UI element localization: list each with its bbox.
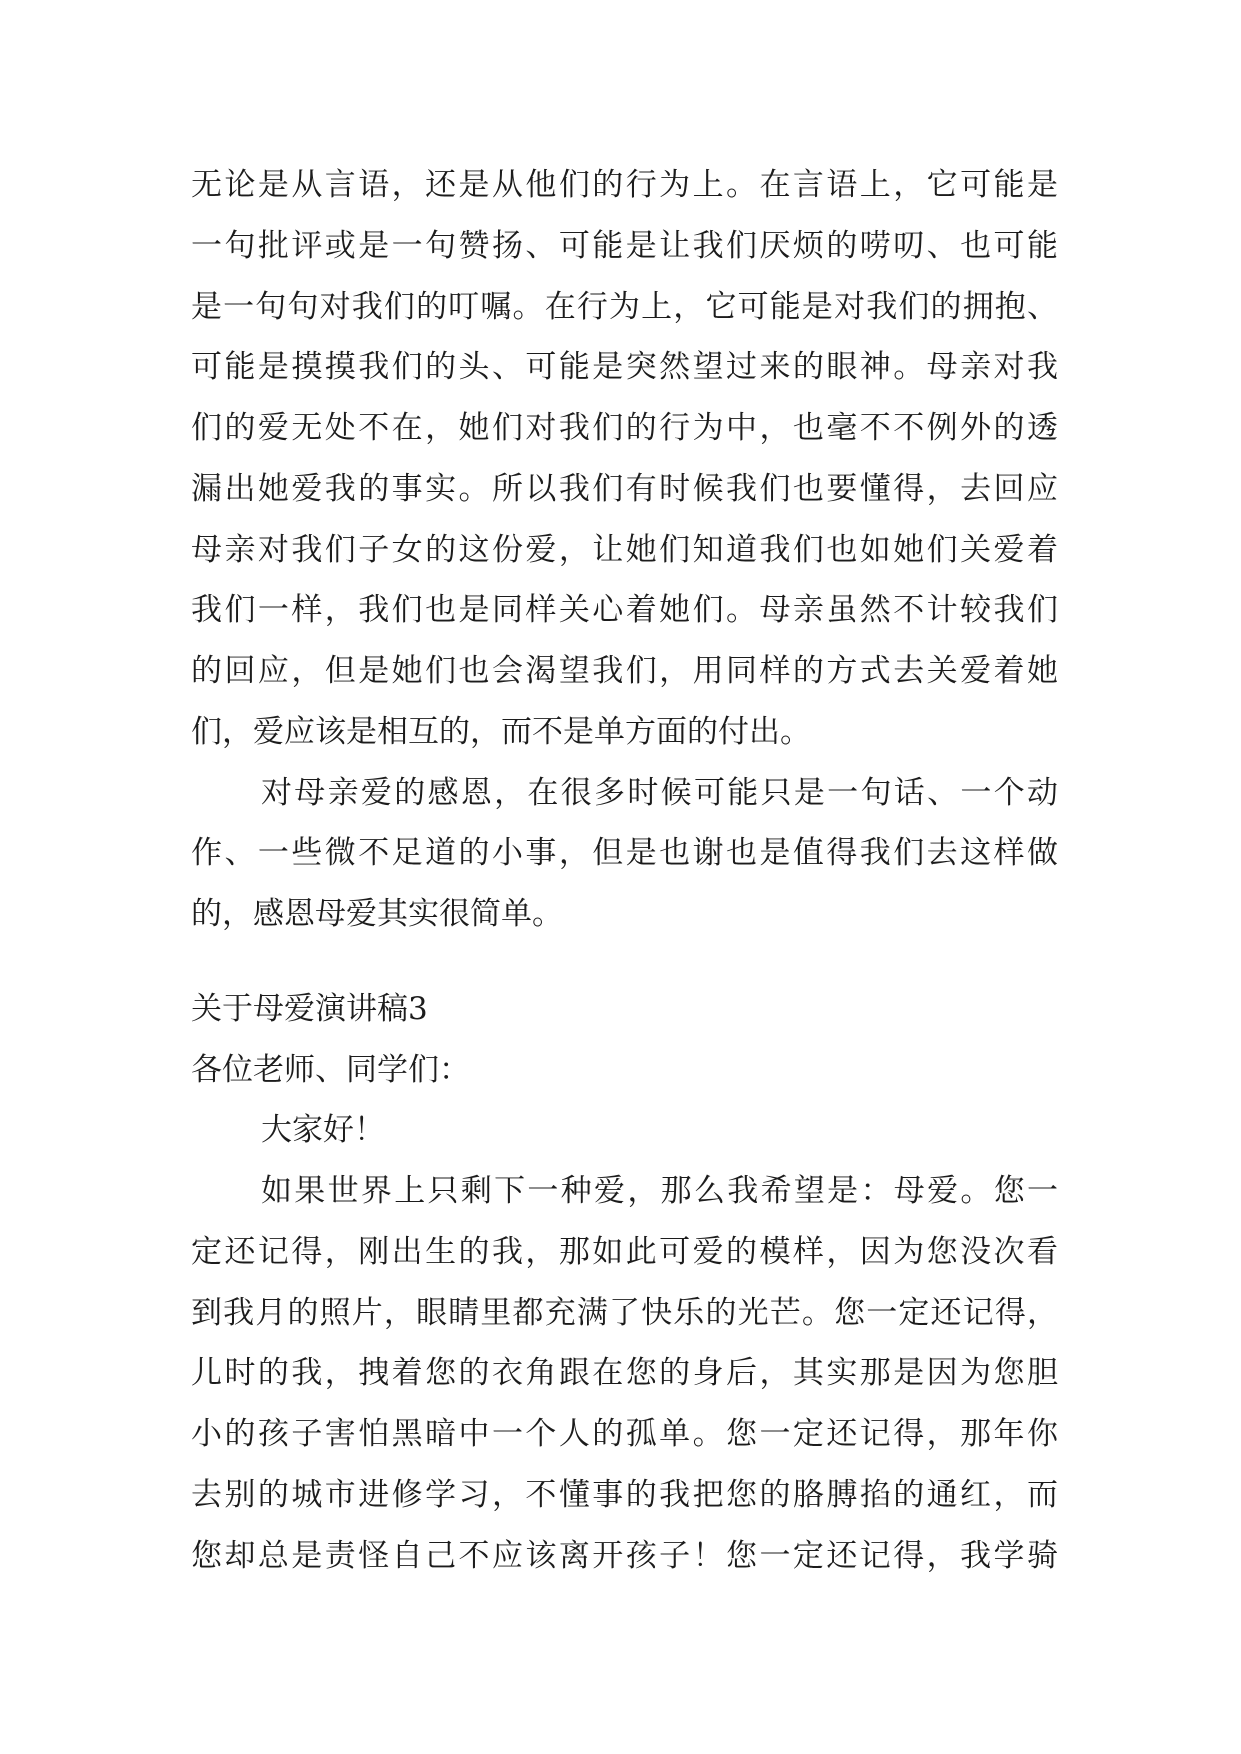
text-line: 的回应，但是她们也会渴望我们，用同样的方式去关爱着她 bbox=[191, 653, 1058, 689]
paragraph bbox=[191, 1100, 1058, 1161]
speech-section bbox=[191, 979, 1058, 1587]
paragraph bbox=[191, 763, 1058, 945]
text-line: 母亲对我们子女的这份爱，让她们知道我们也如她们关爱着 bbox=[191, 531, 1058, 568]
speech-title: 关于母爱演讲稿3 bbox=[191, 990, 428, 1027]
salutation: 各位老师、同学们： bbox=[191, 1051, 470, 1088]
text-line: 作、一些微不足道的小事，但是也谢也是值得我们去这样做 bbox=[191, 835, 1058, 872]
text-line: 们的爱无处不在，她们对我们的行为中，也毫不不例外的透 bbox=[191, 410, 1058, 446]
text-line: 到我月的照片，眼睛里都充满了快乐的光芒。您一定还记得， bbox=[191, 1294, 1058, 1331]
text-line: 如果世界上只剩下一种爱，那么我希望是：母爱。您一 bbox=[261, 1173, 1058, 1209]
text-line: 漏出她爱我的事实。所以我们有时候我们也要懂得，去回应 bbox=[191, 470, 1058, 507]
text-line: 小的孩子害怕黑暗中一个人的孤单。您一定还记得，那年你 bbox=[191, 1416, 1058, 1452]
text-line: 儿时的我，拽着您的衣角跟在您的身后，其实那是因为您胆 bbox=[191, 1355, 1058, 1392]
speech-body bbox=[191, 1100, 1058, 1586]
text-line: 无论是从言语，还是从他们的行为上。在言语上，它可能是 bbox=[191, 167, 1058, 203]
text-line: 您却总是责怪自己不应该离开孩子！您一定还记得，我学骑 bbox=[191, 1537, 1058, 1574]
text-line: 去别的城市进修学习，不懂事的我把您的胳膊掐的通红，而 bbox=[191, 1476, 1058, 1513]
paragraph bbox=[191, 155, 1058, 763]
text-line: 我们一样，我们也是同样关心着她们。母亲虽然不计较我们 bbox=[191, 592, 1058, 629]
text-line: 可能是摸摸我们的头、可能是突然望过来的眼神。母亲对我 bbox=[191, 349, 1058, 386]
text-line: 是一句句对我们的叮嘱。在行为上，它可能是对我们的拥抱、 bbox=[191, 288, 1058, 325]
text-line: 定还记得，刚出生的我，那如此可爱的模样，因为您没次看 bbox=[191, 1233, 1058, 1270]
text-line: 的，感恩母爱其实很简单。 bbox=[191, 896, 563, 932]
text-line: 大家好！ bbox=[261, 1112, 385, 1149]
text-line: 对母亲爱的感恩，在很多时候可能只是一句话、一个动 bbox=[261, 774, 1058, 811]
paragraph bbox=[191, 1161, 1058, 1586]
text-line: 一句批评或是一句赞扬、可能是让我们厌烦的唠叨、也可能 bbox=[191, 227, 1058, 264]
document-page bbox=[191, 155, 1058, 1586]
previous-speech-ending bbox=[191, 155, 1058, 945]
text-line: 们，爱应该是相互的，而不是单方面的付出。 bbox=[191, 713, 811, 750]
